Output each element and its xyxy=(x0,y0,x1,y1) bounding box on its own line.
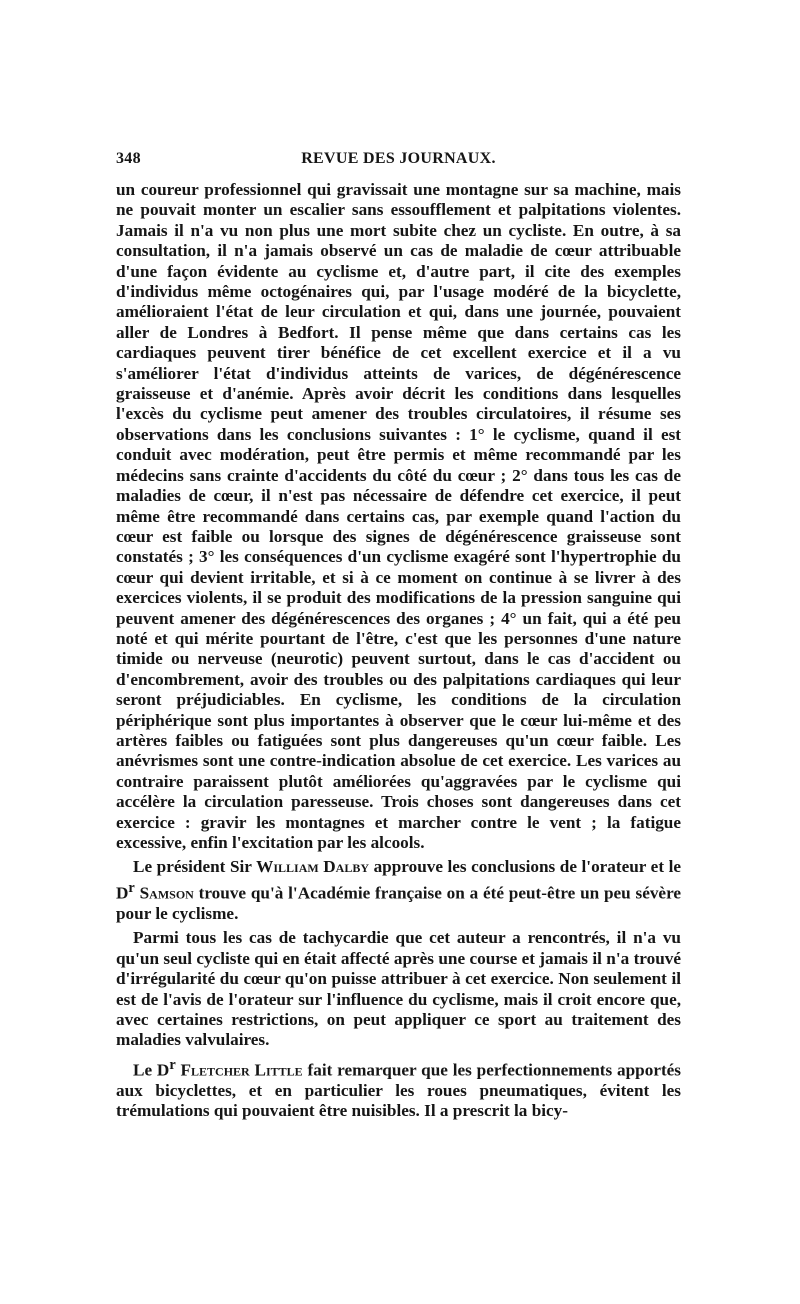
document-page xyxy=(116,150,681,1122)
paragraph-president-remarks: Le président Sir William Dalby approuve les conclusions de l'orateur et le $D^r$ Samson trouve qu'à l'Académie française on a été peut-être un peu sévère pour le cyclisme. xyxy=(116,857,682,923)
journal-title: REVUE DES JOURNAUX. xyxy=(301,150,496,167)
paragraph-cyclism-observations: un coureur professionnel qui gravissait une montagne sur sa machine, mais ne pouvait monter un escalier sans essoufflement et palpitations violentes. Jamais il n'a vu non plus une mort subite chez un cycliste. En outre, à sa consultation, il n'a jamais observé un cas de maladie de cœur attribuable d'une façon évidente au cyclisme et, d'autre part, il cite des exemples d'individus même octogénaires qui, par l'usage modéré de la bicyclette, amélioraient l'état de leur circulation et qui, dans une journée, pouvaient aller de Londres à Bedfort. Il pense même que dans certains cas les cardiaques peuvent tirer bénéfice de cet excellent exercice et il a vu s'améliorer l'état d'individus atteints de varices, de dégénérescence graisseuse et d'anémie. Après avoir décrit les conditions dans lesquelles l'excès du cyclisme peut amener des troubles circulatoires, il résume ses observations dans les conclusions suivantes : 1° le cyclisme, quand il est conduit avec modération, peut être permis et même recommandé par les médecins sans crainte d'accidents du côté du cœur ; 2° dans tous les cas de maladies de cœur, il n'est pas nécessaire de défendre cet exercice, il peut même être recommandé dans certains cas, par exemple quand l'action du cœur est faible ou lorsque des signes de dégénérescence graisseuse sont constatés ; 3° les conséquences d'un cyclisme exagéré sont l'hypertrophie du cœur qui devient irritable, et si à ce moment on continue à se livrer à des exercices violents, il se produit des modifications de la pression sanguine qui peuvent amener des dégénérescences des organes ; 4° un fait, qui a été peu noté et qui mérite pourtant de l'être, c'est que les personnes d'une nature timide ou nerveuse (neurotic) peuvent surtout, dans le cas d'accident ou d'encombrement, avoir des troubles ou des palpitations cardiaques qui leur seront préjudiciables. En cyclisme, les conditions de la circulation périphérique sont plus importantes à observer que le cœur lui-même et des artères faibles ou fatiguées sont plus dangereuses qu'un cœur faible. Les anévrismes sont une contre-indication absolue de cet exercice. Les varices au contraire paraissent plutôt améliorées qu'aggravées par le cyclisme qui accélère la circulation paresseuse. Trois choses sont dangereuses dans cet exercice : gravir les montagnes et marcher contre le vent ; la fatigue excessive, enfin l'excitation par les alcools. xyxy=(116,180,681,852)
page-number: 348 xyxy=(116,150,141,167)
paragraph-fletcher-little: Le $D^r$ Fletcher Little fait remarquer que les perfectionnements apportés aux bicyclettes, et en particulier les roues pneumatiques, évitent les trémulations qui pouvaient être nuisibles. Il a prescrit la bicy- xyxy=(116,1056,681,1121)
article-body xyxy=(116,180,681,1122)
person-name-fletcher-little: Fletcher Little xyxy=(180,1060,303,1080)
paragraph-tachycardia: Parmi tous les cas de tachycardie que cet auteur a rencontrés, il n'a vu qu'un seul cycliste qui en était affecté après une course et jamais il n'a trouvé d'irrégularité du cœur qu'on puisse attribuer à cet exercice. Non seulement il est de l'avis de l'orateur sur l'influence du cyclisme, mais il croit encore que, avec certaines restrictions, on peut appliquer ce sport au traitement des maladies valvulaires. xyxy=(116,928,681,1050)
person-name-samson: Samson xyxy=(139,883,194,903)
running-header xyxy=(116,150,681,174)
person-name-dalby: William Dalby xyxy=(256,857,370,877)
